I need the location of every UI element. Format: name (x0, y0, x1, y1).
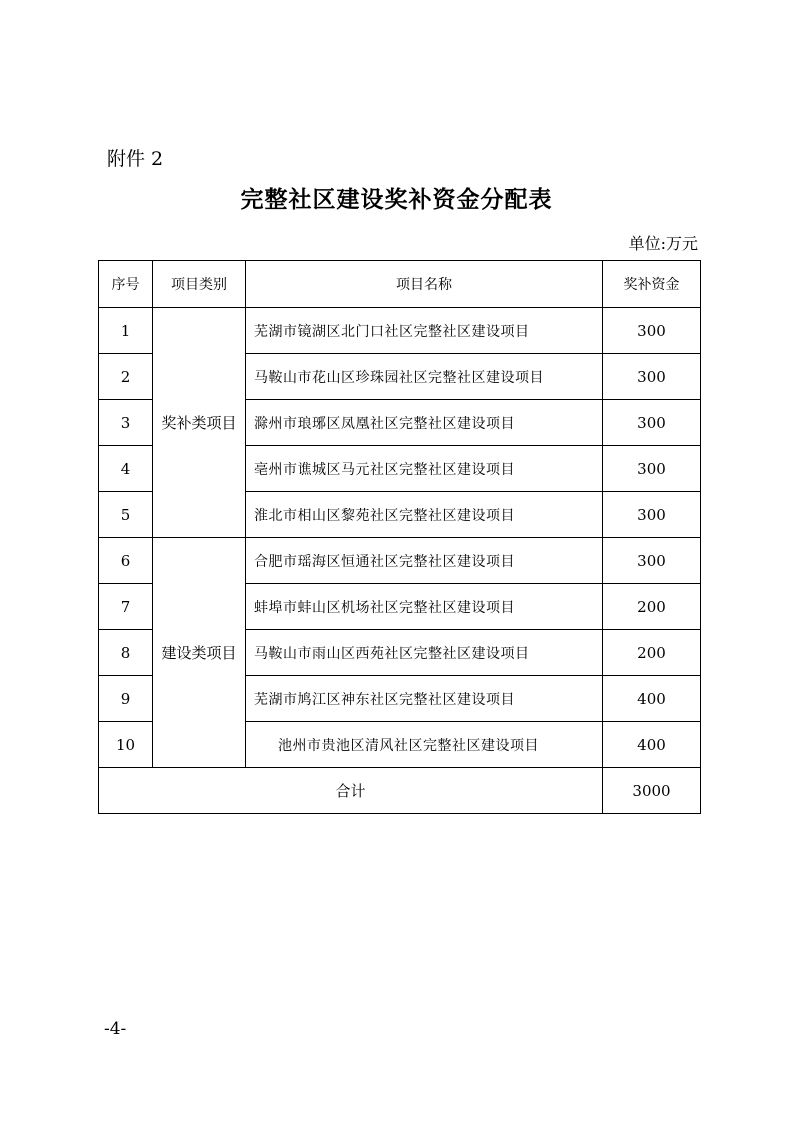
project-name: 亳州市谯城区马元社区完整社区建设项目 (246, 446, 603, 492)
project-amount: 300 (603, 354, 701, 400)
row-number: 5 (99, 492, 153, 538)
row-number: 9 (99, 676, 153, 722)
table-row (99, 308, 701, 354)
unit-label: 单位:万元 (628, 234, 698, 253)
column-header-category: 项目类别 (153, 261, 246, 308)
project-name: 马鞍山市雨山区西苑社区完整社区建设项目 (246, 630, 603, 676)
table-header-row (99, 261, 701, 308)
project-name: 淮北市相山区黎苑社区完整社区建设项目 (246, 492, 603, 538)
project-amount: 200 (603, 584, 701, 630)
category-cell-subsidy: 奖补类项目 (153, 308, 246, 538)
project-name: 合肥市瑶海区恒通社区完整社区建设项目 (246, 538, 603, 584)
document-title: 完整社区建设奖补资金分配表 (240, 186, 553, 213)
row-number: 10 (99, 722, 153, 768)
row-number: 8 (99, 630, 153, 676)
project-amount: 300 (603, 308, 701, 354)
project-amount: 200 (603, 630, 701, 676)
row-number: 3 (99, 400, 153, 446)
project-amount: 300 (603, 492, 701, 538)
project-name: 滁州市琅琊区凤凰社区完整社区建设项目 (246, 400, 603, 446)
row-number: 6 (99, 538, 153, 584)
table-row (99, 538, 701, 584)
project-amount: 400 (603, 676, 701, 722)
total-amount: 3000 (603, 768, 701, 814)
column-header-no: 序号 (99, 261, 153, 308)
project-name: 马鞍山市花山区珍珠园社区完整社区建设项目 (246, 354, 603, 400)
allocation-table (98, 260, 701, 814)
total-row (99, 768, 701, 814)
project-amount: 400 (603, 722, 701, 768)
page-number: -4- (104, 1019, 127, 1039)
column-header-amount: 奖补资金 (603, 261, 701, 308)
project-name: 蚌埠市蚌山区机场社区完整社区建设项目 (246, 584, 603, 630)
row-number: 4 (99, 446, 153, 492)
row-number: 2 (99, 354, 153, 400)
project-name: 池州市贵池区清风社区完整社区建设项目 (246, 722, 603, 768)
project-name: 芜湖市镜湖区北门口社区完整社区建设项目 (246, 308, 603, 354)
total-label: 合计 (99, 768, 603, 814)
attachment-label: 附件 2 (107, 148, 164, 170)
project-amount: 300 (603, 446, 701, 492)
row-number: 1 (99, 308, 153, 354)
project-amount: 300 (603, 538, 701, 584)
project-amount: 300 (603, 400, 701, 446)
project-name: 芜湖市鸠江区神东社区完整社区建设项目 (246, 676, 603, 722)
row-number: 7 (99, 584, 153, 630)
category-cell-construction: 建设类项目 (153, 538, 246, 768)
column-header-project-name: 项目名称 (246, 261, 603, 308)
